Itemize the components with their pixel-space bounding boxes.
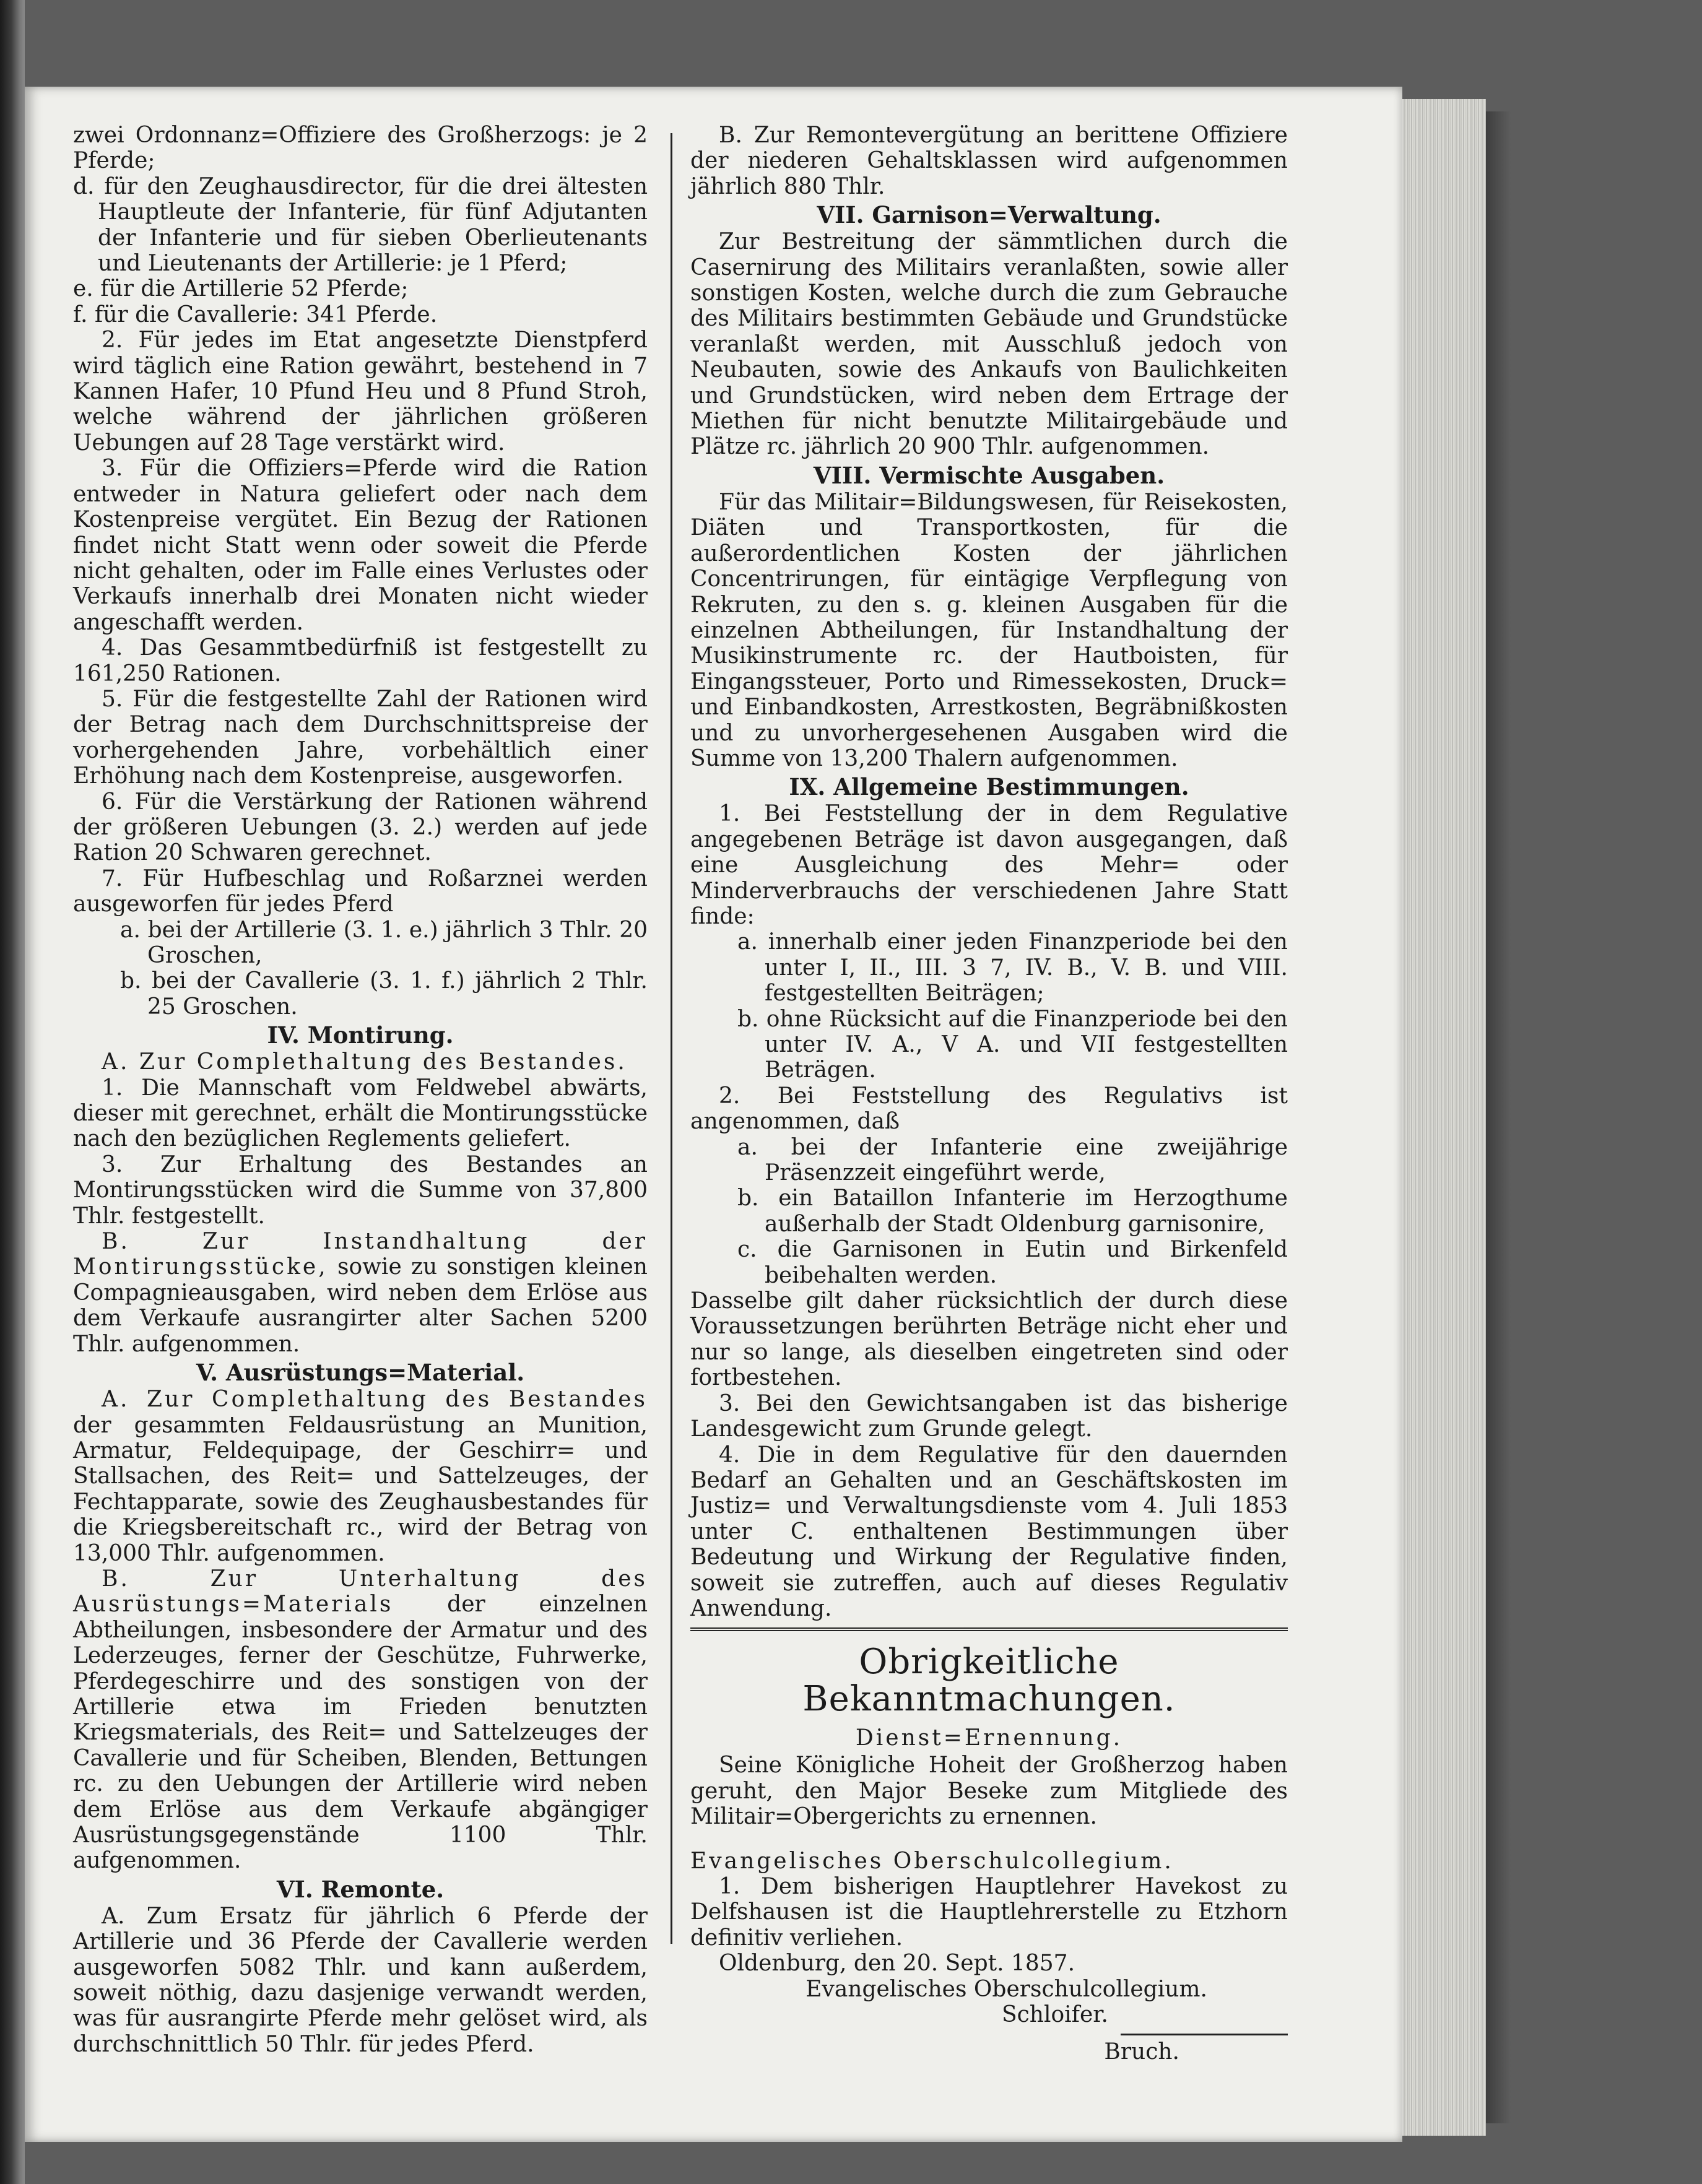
paragraph: 2. Für jedes im Etat angesetzte Dienstpferd wird täglich eine Ration gewährt, bestehend in 7 Kannen Hafer, 10 Pfund Heu und 8 Pfund Stroh, welche während der jährlichen größeren Uebungen auf 28 Tage verstärkt wird.	[73, 327, 648, 456]
paragraph	[73, 1049, 648, 1075]
paragraph	[73, 1387, 648, 1566]
page-edge-shadow	[1486, 111, 1511, 2123]
paragraph: 3. Zur Erhaltung des Bestandes an Montirungsstücken wird die Summe von 37,800 Thlr. festgestellt.	[73, 1151, 648, 1229]
column-rule	[671, 133, 672, 1944]
paragraph: Für das Militair=Bildungswesen, für Reisekosten, Diäten und Transportkosten, für die außerordentlichen Kosten der jährlichen Concentrirungen, für eintägige Verpflegung von Rekruten, zu den s. g. kleinen Ausgaben für die einzelnen Abtheilungen, für Instandhaltung der Musikinstrumente rc. der Hautboisten, für Eingangssteuer, Porto und Rimessekosten, Druck= und Einbandkosten, Arrestkosten, Begräbnißkosten und zu unvorhergesehenen Ausgaben wird die Summe von 13,200 Thalern aufgenommen.	[690, 489, 1288, 771]
section-heading: IV. Montirung.	[267, 1021, 454, 1049]
paragraph: Oldenburg, den 20. Sept. 1857.	[719, 1951, 1075, 1977]
paragraph: Zur Bestreitung der sämmtlichen durch die Casernirung des Militairs veranlaßten, sowie aller sonstigen Kosten, welche durch die zum Gebrauche des Militairs bestimmten Gebäude und Grundstücke veranlaßt werden, mit Ausschluß jedoch von Neubauten, sowie des Ankaufs von Baulichkeiten und Grundstücken, wird neben dem Ertrage der Miethen für nicht benutzte Militairgebäude und Plätze rc. jährlich 20 900 Thlr. aufgenommen.	[690, 229, 1288, 460]
paragraph-text: der gesammten Feldausrüstung an Munition, Armatur, Feldequipage, der Geschirr= und Stallsachen, des Reit= und Sattelzeuges, der Fechtapparate, sowie des Zeughausbestandes für die Kriegsbereitschaft rc., wird der Betrag von 13,000 Thlr. aufgenommen.	[73, 1412, 648, 1566]
paragraph: A. Zum Ersatz für jährlich 6 Pferde der Artillerie und 36 Pferde der Cavallerie werden ausgeworfen 5082 Thlr. und kann außerdem, soweit nöthig, dazu dasjenige verwandt werden, was für ausrangirte Pferde mehr gelöset wird, als durchschnittlich 50 Thlr. für jedes Pferd.	[73, 1903, 648, 2057]
paragraph: b. ohne Rücksicht auf die Finanzperiode bei den unter IV. A., V A. und VII festgestellten Beträgen.	[737, 1006, 1288, 1083]
paragraph: 2. Bei Feststellung des Regulativs ist angenommen, daß	[690, 1083, 1288, 1135]
signature-name: Bruch.	[1104, 2039, 1179, 2065]
signature-line: Evangelisches Oberschulcollegium.	[805, 1976, 1207, 2002]
book-binding-shadow	[0, 0, 25, 2184]
paragraph: a. innerhalb einer jeden Finanzperiode bei den unter I, II., III. 3 7, IV. B., V. B. und VIII. festgestellten Beiträgen;	[737, 929, 1288, 1007]
paragraph: 4. Das Gesammtbedürfniß ist festgestellt zu 161,250 Rationen.	[73, 635, 648, 687]
paragraph: 5. Für die festgestellte Zahl der Rationen wird der Betrag nach dem Durchschnittspreise der vorhergehenden Jahre, vorbehältlich einer Erhöhung nach dem Kostenpreise, ausgeworfen.	[73, 686, 648, 789]
signature-block	[690, 1977, 1288, 2028]
paragraph: Seine Königliche Hoheit der Großherzog haben geruht, den Major Beseke zum Mitgliede des Militair=Obergerichts zu ernennen.	[690, 1753, 1288, 1830]
paragraph: 3. Für die Offiziers=Pferde wird die Ration entweder in Natura geliefert oder nach dem Kostenpreise vergütet. Ein Bezug der Rationen findet nicht Statt wenn oder soweit die Pferde nicht gehalten, oder im Falle eines Verlustes oder Verkaufs innerhalb drei Monaten nicht wieder angeschafft werden.	[73, 456, 648, 635]
paragraph: b. bei der Cavallerie (3. 1. f.) jährlich 2 Thlr. 25 Groschen.	[120, 968, 648, 1020]
paragraph: 1. Die Mannschaft vom Feldwebel abwärts, dieser mit gerechnet, erhält die Montirungsstücke nach den bezüglichen Reglements geliefert.	[73, 1075, 648, 1152]
paragraph-lead: B. Zur Instandhaltung der Montirungsstücke,	[73, 1229, 648, 1280]
paragraph: e. für die Artillerie 52 Pferde;	[73, 276, 409, 302]
paragraph-text: der einzelnen Abtheilungen, insbesondere der Armatur und des Lederzeuges, ferner der Geschütze, Fuhrwerke, Pferdegeschirre und des sonstigen von der Artillerie etwa im Frieden benutzten Kriegsmaterials, des Reit= und Sattelzeuges der Cavallerie und für Scheiben, Blenden, Bettungen rc. zu den Uebungen der Artillerie wird neben dem Erlöse aus dem Verkaufe abgängiger Ausrüstungsgegenstände 1100 Thlr. aufgenommen.	[73, 1592, 648, 1874]
paragraph: 1. Bei Feststellung der in dem Regulative angegebenen Beträge ist davon ausgegangen, daß eine Ausgleichung des Mehr= oder Minderverbrauchs der verschiedenen Jahre Statt finde:	[690, 801, 1288, 929]
left-column	[73, 123, 648, 2057]
paragraph: zwei Ordonnanz=Offiziere des Großherzogs: je 2 Pferde;	[73, 123, 648, 174]
paragraph	[73, 1566, 648, 1874]
section-heading: IX. Allgemeine Bestimmungen.	[789, 773, 1189, 801]
paragraph: a. bei der Infanterie eine zweijährige Präsenzzeit eingeführt werde,	[737, 1134, 1288, 1186]
section-heading: VIII. Vermischte Ausgaben.	[813, 461, 1165, 489]
signature-rule	[1121, 2034, 1288, 2035]
paragraph-lead: A. Zur Complethaltung des Bestandes	[102, 1387, 648, 1413]
paragraph	[73, 1229, 648, 1357]
paragraph: 3. Bei den Gewichtsangaben ist das bisherige Landesgewicht zum Grunde gelegt.	[690, 1390, 1288, 1442]
paragraph: b. ein Bataillon Infanterie im Herzogthume außerhalb der Stadt Oldenburg garnisonire,	[737, 1185, 1288, 1237]
section-heading: VI. Remonte.	[276, 1875, 445, 1903]
paragraph: a. bei der Artillerie (3. 1. e.) jährlich 3 Thlr. 20 Groschen,	[120, 917, 648, 968]
paragraph: d. für den Zeughausdirector, für die drei ältesten Hauptleute der Infanterie, für fünf Adjutanten der Infanterie und für sieben Oberlieutenants und Lieutenants der Artillerie: je 1 Pferd;	[73, 173, 648, 277]
section-heading: V. Ausrüstungs=Material.	[196, 1359, 525, 1387]
paragraph: B. Zur Remontevergütung an berittene Offiziere der niederen Gehaltsklassen wird aufgenommen jährlich 880 Thlr.	[690, 123, 1288, 199]
paragraph: 7. Für Hufbeschlag und Roßarznei werden ausgeworfen für jedes Pferd	[73, 865, 648, 917]
signature-line: Schloifer.	[1001, 2002, 1108, 2027]
subsection-heading: Dienst=Ernennung.	[855, 1725, 1123, 1751]
section-heading: VII. Garnison=Verwaltung.	[817, 201, 1161, 229]
paragraph: f. für die Cavallerie: 341 Pferde.	[73, 301, 438, 327]
paragraph	[690, 1848, 1288, 1874]
paragraph: c. die Garnisonen in Eutin und Birkenfeld beibehalten werden.	[737, 1237, 1288, 1288]
double-rule-separator	[690, 1627, 1288, 1631]
page-edges	[1402, 99, 1486, 2136]
paragraph: Dasselbe gilt daher rücksichtlich der durch diese Voraussetzungen berührten Beträge nicht eher und nur so lange, als dieselben eingetreten sind oder fortbestehen.	[690, 1288, 1288, 1391]
paragraph: 4. Die in dem Regulative für den dauernden Bedarf an Gehalten und an Geschäftskosten im Justiz= und Verwaltungsdienste vom 4. Juli 1853 unter C. enthaltenen Bestimmungen über Bedeutung und Wirkung der Regulative finden, soweit sie zutreffen, auch auf dieses Regulativ Anwendung.	[690, 1442, 1288, 1621]
announcements-heading: Obrigkeitliche Bekanntmachungen.	[802, 1642, 1176, 1720]
paragraph: 6. Für die Verstärkung der Rationen während der größeren Uebungen (3. 2.) werden auf jede Ration 20 Schwaren gerechnet.	[73, 789, 648, 866]
paragraph-lead: A. Zur Complethaltung des Bestandes.	[102, 1049, 627, 1075]
paragraph: 1. Dem bisherigen Hauptlehrer Havekost zu Delfshausen ist die Hauptlehrerstelle zu Etzhorn definitiv verliehen.	[690, 1873, 1288, 1951]
spacer	[690, 1830, 1288, 1848]
paragraph-lead: B. Zur Unterhaltung des Ausrüstungs=Materials	[73, 1566, 648, 1618]
paragraph-lead: Evangelisches Oberschulcollegium.	[690, 1848, 1174, 1874]
paragraph-text: sowie zu sonstigen kleinen Compagnieausgaben, wird neben dem Erlöse aus dem Verkaufe ausrangirter alter Sachen 5200 Thlr. aufgenommen.	[73, 1254, 648, 1357]
right-column	[690, 123, 1288, 2065]
